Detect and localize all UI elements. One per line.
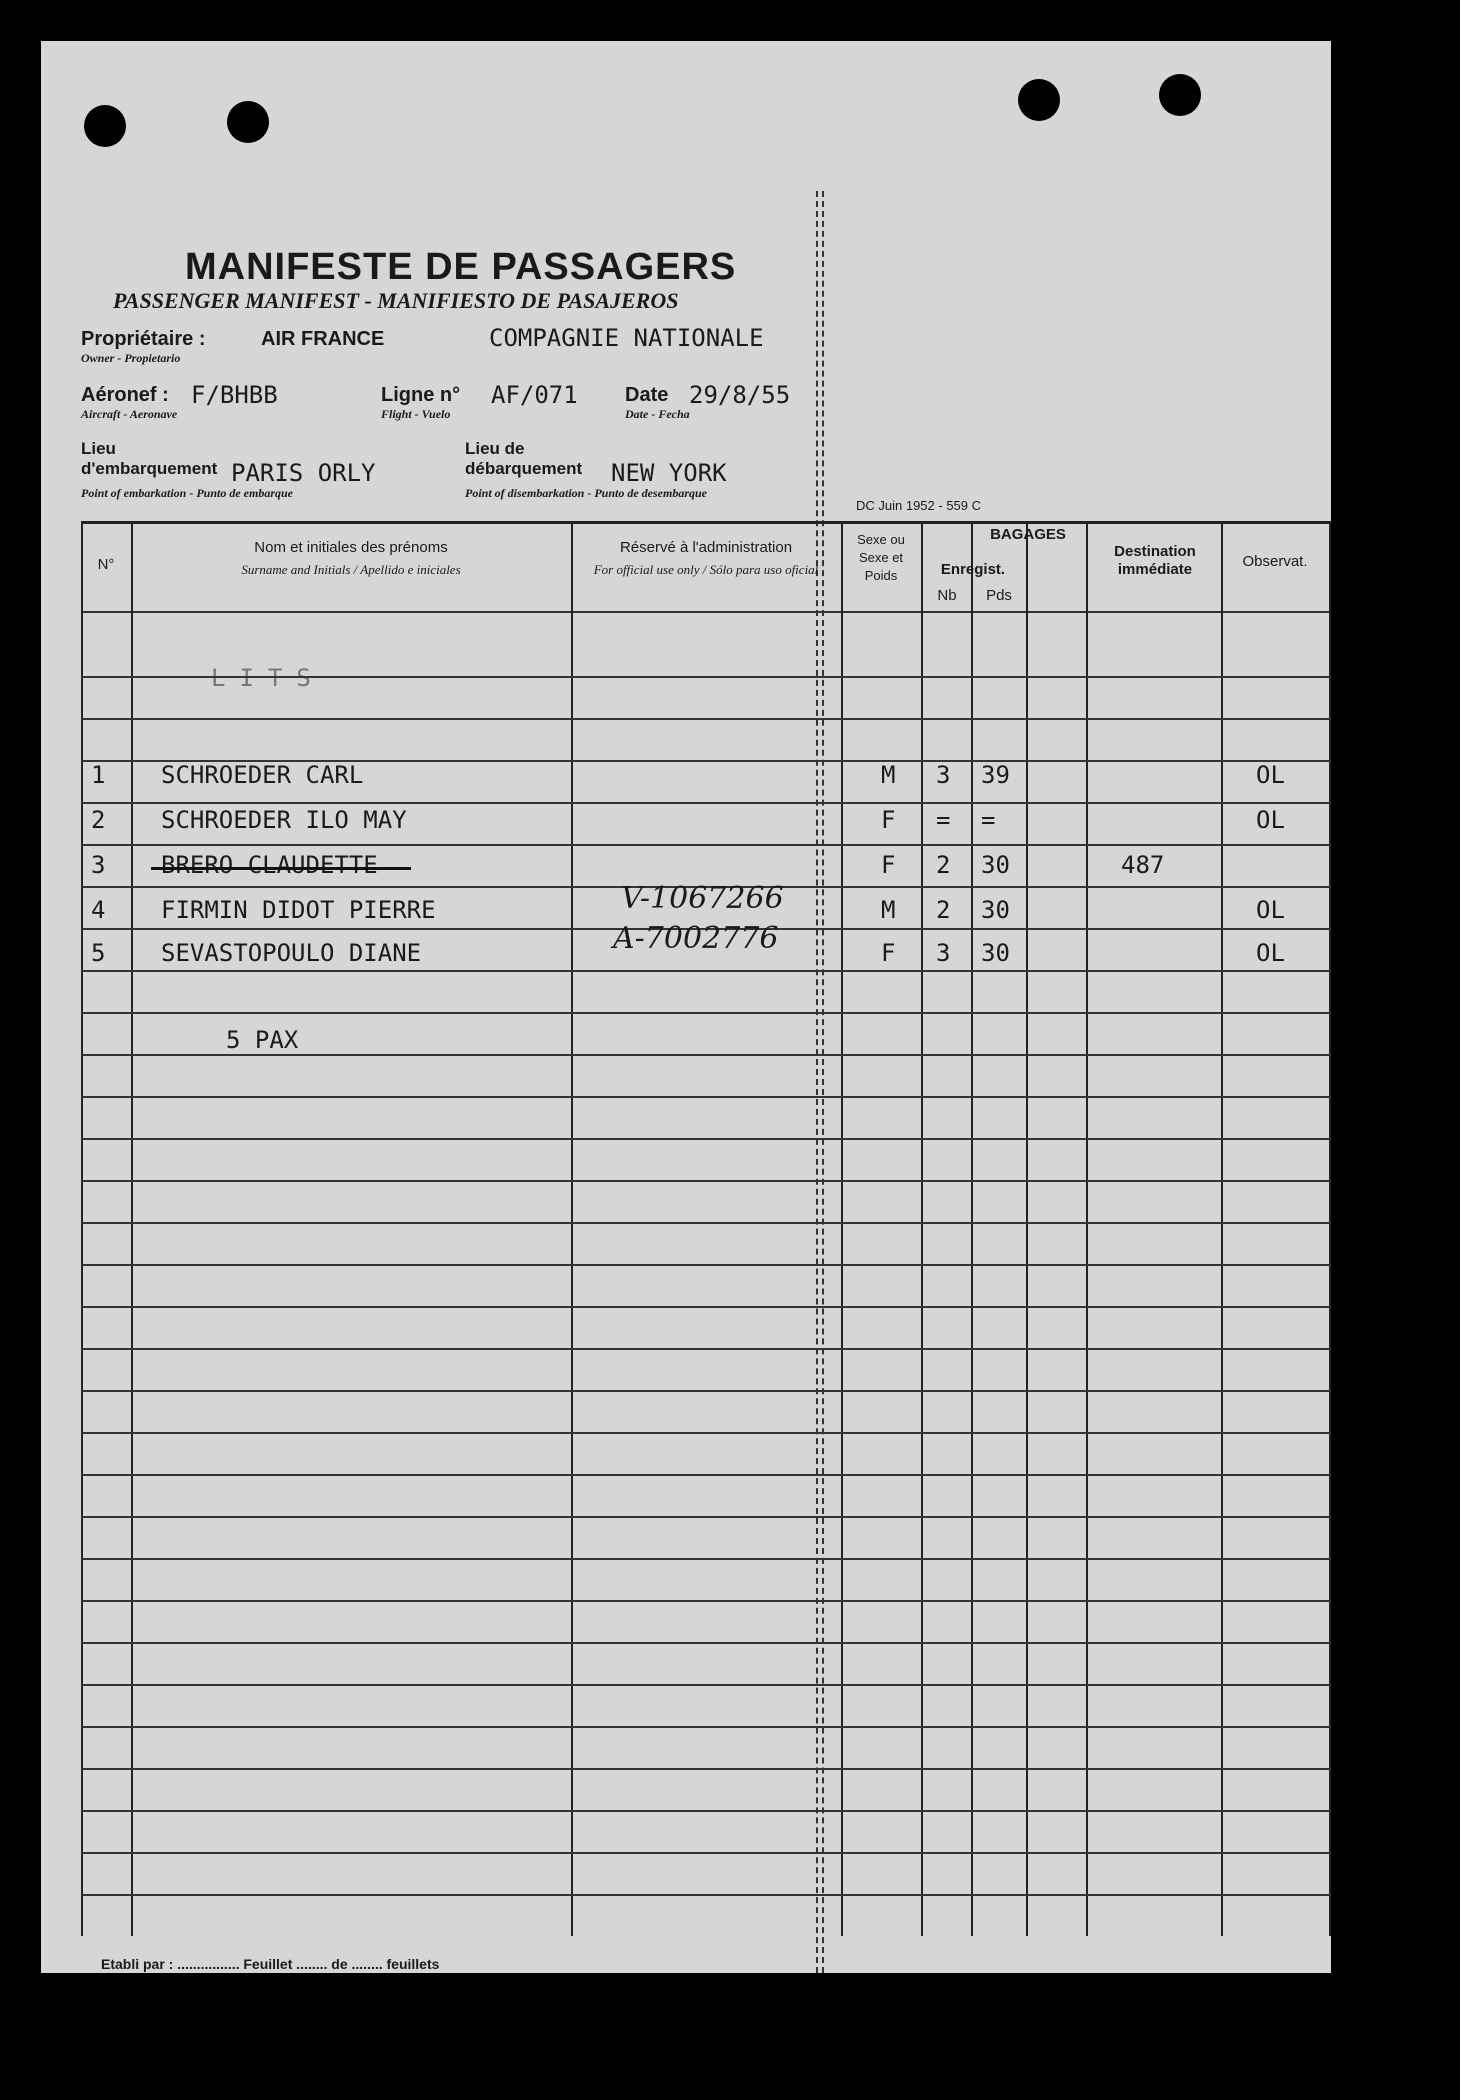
date-sublabel: Date - Fecha (625, 407, 690, 421)
passenger-no: 5 (91, 939, 106, 967)
passenger-nb: 3 (936, 761, 951, 789)
passenger-nb: 2 (936, 851, 951, 879)
rule-line (81, 1726, 1331, 1728)
embark-label: Lieu d'embarquement (81, 439, 218, 478)
aircraft-value: F/BHBB (191, 381, 278, 409)
passenger-nb: 3 (936, 939, 951, 967)
passenger-obs: OL (1256, 806, 1285, 834)
col-enregist: Enregist. (940, 561, 1006, 578)
passenger-obs: OL (1256, 939, 1285, 967)
company-name: COMPAGNIE NATIONALE (489, 324, 764, 352)
owner-value: AIR FRANCE (261, 328, 385, 350)
punch-hole (84, 105, 126, 147)
rule-line (81, 1516, 1331, 1518)
passenger-no: 3 (91, 851, 106, 879)
rule-line (81, 1684, 1331, 1686)
passenger-pds: 30 (981, 896, 1010, 924)
disembark-sublabel: Point of disembarkation - Punto de desembarque (465, 486, 708, 500)
passenger-pds: 30 (981, 851, 1010, 879)
passenger-name: BRERO CLAUDETTE (161, 851, 378, 879)
rule-line (81, 1096, 1331, 1098)
rule-line (81, 1012, 1331, 1014)
rule-line (81, 1432, 1331, 1434)
col-nb: Nb (937, 587, 957, 604)
form-title: MANIFESTE DE PASSAGERS (185, 246, 737, 288)
passenger-name: SCHROEDER ILO MAY (161, 806, 407, 834)
rule-line (81, 1306, 1331, 1308)
passenger-obs: OL (1256, 896, 1285, 924)
passenger-sex: F (881, 806, 896, 834)
passenger-pds: 30 (981, 939, 1010, 967)
rule-line (81, 718, 1331, 720)
rule-line (81, 1768, 1331, 1770)
col-name: Nom et initiales des prénoms (254, 539, 448, 556)
flight-value: AF/071 (491, 381, 578, 409)
strike-through (151, 867, 411, 870)
flight-sublabel: Flight - Vuelo (381, 407, 451, 421)
rule-line (81, 1180, 1331, 1182)
passenger-sex: F (881, 939, 896, 967)
form-code: DC Juin 1952 - 559 C (856, 498, 982, 513)
passenger-no: 1 (91, 761, 106, 789)
rule-line (81, 1348, 1331, 1350)
passenger-sex: M (881, 761, 896, 789)
passenger-obs: OL (1256, 761, 1285, 789)
aircraft-sublabel: Aircraft - Aeronave (81, 407, 178, 421)
col-admin: Réservé à l'administration (619, 539, 793, 556)
col-observ: Observat. (1242, 553, 1308, 570)
date-value: 29/8/55 (689, 381, 791, 409)
rule-line (81, 1222, 1331, 1224)
aircraft-label: Aéronef : (81, 384, 169, 406)
rule-line (81, 1810, 1331, 1812)
punch-hole (1018, 79, 1060, 121)
col-pds: Pds (986, 587, 1012, 604)
rule-line (81, 1558, 1331, 1560)
owner-sublabel: Owner - Propietario (81, 351, 181, 365)
disembark-label: Lieu de débarquement (465, 439, 583, 478)
passenger-no: 2 (91, 806, 106, 834)
embark-value: PARIS ORLY (231, 459, 376, 487)
rule-line (81, 1138, 1331, 1140)
punch-hole (227, 101, 269, 143)
passenger-name: SCHROEDER CARL (161, 761, 364, 789)
manifest-sheet (41, 41, 1331, 1973)
col-admin-sub: For official use only / Sólo para uso oficial (593, 562, 819, 577)
passenger-name: SEVASTOPOULO DIANE (161, 939, 422, 967)
manifest-table (81, 521, 1331, 1936)
embark-sublabel: Point of embarkation - Punto de embarque (81, 486, 294, 500)
passenger-no: 4 (91, 896, 106, 924)
col-destination: Destination immédiate (1114, 543, 1196, 578)
col-name-sub: Surname and Initials / Apellido e iniciales (241, 562, 461, 577)
col-no: N° (97, 556, 115, 573)
rule-line (81, 676, 1331, 678)
passenger-pds: = (981, 806, 996, 834)
col-bagages: BAGAGES (990, 526, 1066, 543)
footer-text: Etabli par : ................ Feuillet ........ de ........ feuillets (101, 1956, 440, 1972)
date-label: Date (625, 384, 669, 406)
rule-line (81, 1390, 1331, 1392)
passenger-nb: = (936, 806, 951, 834)
rule-line (81, 1054, 1331, 1056)
rule-line (81, 1600, 1331, 1602)
disembark-value: NEW YORK (611, 459, 727, 487)
total-pax: 5 PAX (226, 1026, 299, 1054)
passenger-sex: F (881, 851, 896, 879)
passenger-nb: 2 (936, 896, 951, 924)
rule-line (81, 802, 1331, 804)
passenger-name: FIRMIN DIDOT PIERRE (161, 896, 436, 924)
col-sex: Sexe ou Sexe et Poids (857, 532, 905, 583)
rule-line (81, 844, 1331, 846)
rule-line (81, 1264, 1331, 1266)
flight-label: Ligne n° (381, 384, 461, 406)
passenger-pds: 39 (981, 761, 1010, 789)
section-label: LITS (211, 664, 325, 692)
punch-hole (1159, 74, 1201, 116)
handwritten-note: A-7002776 (613, 921, 779, 956)
form-subtitle: PASSENGER MANIFEST - MANIFIESTO DE PASAJEROS (113, 288, 679, 313)
rule-line (81, 1894, 1331, 1896)
passenger-dest: 487 (1121, 851, 1165, 879)
rule-line (81, 1642, 1331, 1644)
owner-label: Propriétaire : (81, 328, 206, 350)
rule-line (81, 970, 1331, 972)
rule-line (81, 1474, 1331, 1476)
rule-line (81, 1852, 1331, 1854)
passenger-sex: M (881, 896, 896, 924)
handwritten-note: V-1067266 (621, 881, 784, 916)
